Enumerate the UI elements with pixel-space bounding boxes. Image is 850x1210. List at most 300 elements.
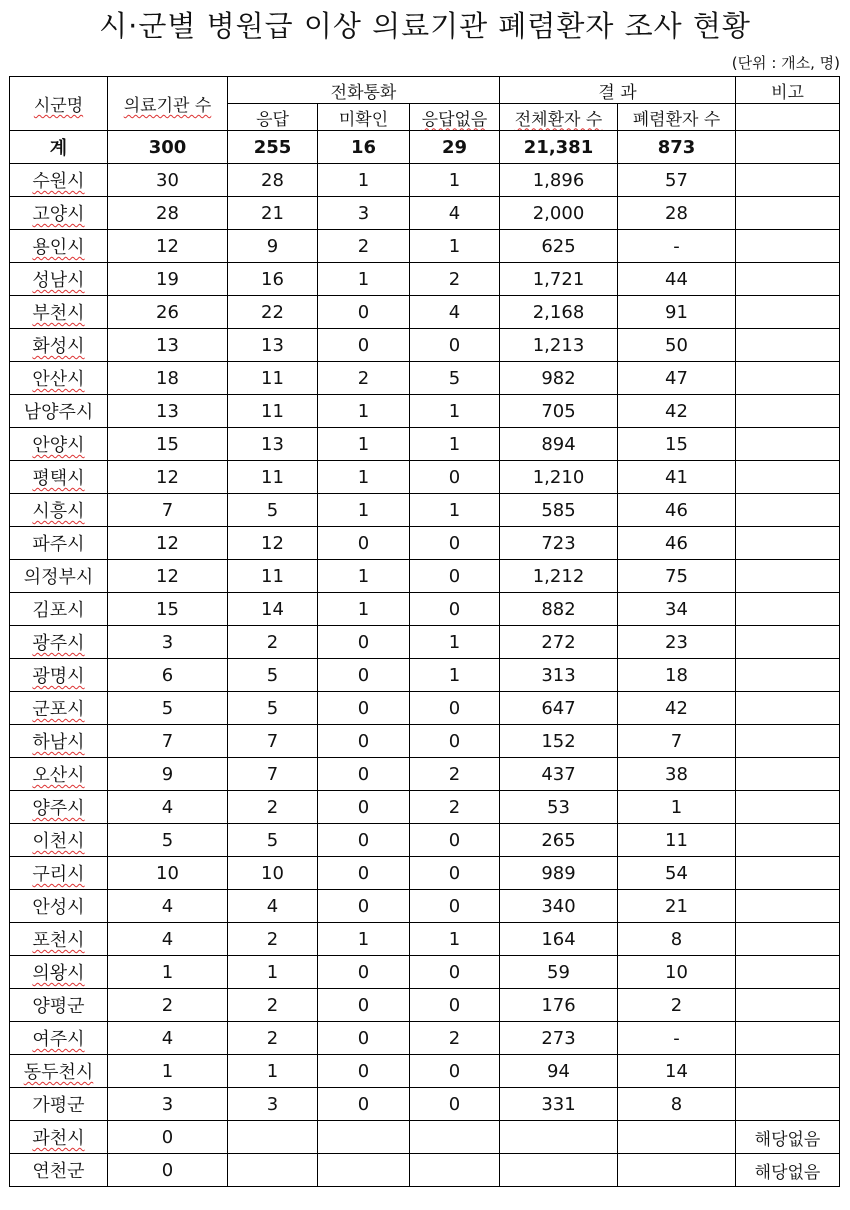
header-result-group: 결 과 <box>500 77 736 104</box>
note <box>736 791 840 824</box>
institution-count: 12 <box>108 461 228 494</box>
unconfirmed-count: 0 <box>318 1055 410 1088</box>
unconfirmed-count: 1 <box>318 428 410 461</box>
pneumonia-patients: 34 <box>618 593 736 626</box>
page-title: 시·군별 병원급 이상 의료기관 폐렴환자 조사 현황 <box>99 9 751 43</box>
note: 해당없음 <box>736 1121 840 1154</box>
pneumonia-patients: 42 <box>618 692 736 725</box>
institution-count: 6 <box>108 659 228 692</box>
total-patients: 176 <box>500 989 618 1022</box>
table-row <box>10 1121 840 1154</box>
city-name: 부천시 <box>10 296 108 329</box>
note <box>736 1022 840 1055</box>
response-count: 1 <box>228 956 318 989</box>
total-patients: 340 <box>500 890 618 923</box>
no-response-count: 0 <box>410 824 500 857</box>
response-count: 2 <box>228 626 318 659</box>
pneumonia-patients <box>618 1154 736 1187</box>
table-row <box>10 329 840 362</box>
unconfirmed-count: 3 <box>318 197 410 230</box>
total-patients: 1,210 <box>500 461 618 494</box>
no-response-count: 1 <box>410 164 500 197</box>
unconfirmed-count: 0 <box>318 692 410 725</box>
header-institutions: 의료기관 수 <box>108 77 228 131</box>
table-row <box>10 428 840 461</box>
no-response-count: 1 <box>410 395 500 428</box>
city-name: 용인시 <box>10 230 108 263</box>
no-response-count: 2 <box>410 758 500 791</box>
total-patients: 894 <box>500 428 618 461</box>
pneumonia-patients: 42 <box>618 395 736 428</box>
no-response-count: 0 <box>410 725 500 758</box>
note <box>736 956 840 989</box>
no-response-count: 0 <box>410 527 500 560</box>
table-row <box>10 362 840 395</box>
note <box>736 824 840 857</box>
header-phone-group: 전화통화 <box>228 77 500 104</box>
response-count: 2 <box>228 791 318 824</box>
pneumonia-patients: 54 <box>618 857 736 890</box>
unconfirmed-count: 0 <box>318 1088 410 1121</box>
unconfirmed-count: 0 <box>318 758 410 791</box>
institution-count: 28 <box>108 197 228 230</box>
note <box>736 593 840 626</box>
table-row <box>10 725 840 758</box>
total-patients: 152 <box>500 725 618 758</box>
no-response-count: 0 <box>410 560 500 593</box>
total-patients <box>500 1121 618 1154</box>
header-total-patients: 전체환자 수 <box>500 104 618 131</box>
unconfirmed-count: 0 <box>318 725 410 758</box>
no-response-count: 1 <box>410 494 500 527</box>
table-row <box>10 560 840 593</box>
no-response-count: 0 <box>410 956 500 989</box>
pneumonia-patients: 91 <box>618 296 736 329</box>
institution-count: 2 <box>108 989 228 1022</box>
total-patients: 882 <box>500 593 618 626</box>
header-no-response: 응답없음 <box>410 104 500 131</box>
unconfirmed-count <box>318 1121 410 1154</box>
total-response: 255 <box>228 131 318 164</box>
pneumonia-patients: 21 <box>618 890 736 923</box>
unconfirmed-count: 0 <box>318 857 410 890</box>
header-response: 응답 <box>228 104 318 131</box>
table-row <box>10 692 840 725</box>
total-patients: 437 <box>500 758 618 791</box>
no-response-count: 0 <box>410 989 500 1022</box>
no-response-count: 1 <box>410 923 500 956</box>
pneumonia-patients: 8 <box>618 1088 736 1121</box>
unconfirmed-count: 1 <box>318 395 410 428</box>
institution-count: 4 <box>108 923 228 956</box>
city-name: 의왕시 <box>10 956 108 989</box>
pneumonia-patients: 11 <box>618 824 736 857</box>
table-row <box>10 659 840 692</box>
pneumonia-patients: 47 <box>618 362 736 395</box>
total-patients: 1,721 <box>500 263 618 296</box>
city-name: 구리시 <box>10 857 108 890</box>
pneumonia-patients: 15 <box>618 428 736 461</box>
total-patients: 53 <box>500 791 618 824</box>
response-count: 28 <box>228 164 318 197</box>
total-patients: 647 <box>500 692 618 725</box>
response-count: 11 <box>228 362 318 395</box>
institution-count: 7 <box>108 725 228 758</box>
unconfirmed-count: 1 <box>318 560 410 593</box>
city-name: 과천시 <box>10 1121 108 1154</box>
table-row <box>10 1088 840 1121</box>
institution-count: 4 <box>108 791 228 824</box>
no-response-count: 0 <box>410 1088 500 1121</box>
city-name: 동두천시 <box>10 1055 108 1088</box>
pneumonia-patients: 44 <box>618 263 736 296</box>
no-response-count: 0 <box>410 692 500 725</box>
response-count: 11 <box>228 395 318 428</box>
institution-count: 15 <box>108 428 228 461</box>
note <box>736 659 840 692</box>
city-name: 안양시 <box>10 428 108 461</box>
header-pneumonia-patients: 폐렴환자 수 <box>618 104 736 131</box>
header-note-blank <box>736 104 840 131</box>
no-response-count: 2 <box>410 791 500 824</box>
note <box>736 560 840 593</box>
city-name: 광주시 <box>10 626 108 659</box>
note <box>736 527 840 560</box>
city-name: 파주시 <box>10 527 108 560</box>
city-name: 시흥시 <box>10 494 108 527</box>
unconfirmed-count: 1 <box>318 461 410 494</box>
total-name: 계 <box>10 131 108 164</box>
total-no-response: 29 <box>410 131 500 164</box>
table-row <box>10 527 840 560</box>
institution-count: 19 <box>108 263 228 296</box>
unconfirmed-count: 0 <box>318 989 410 1022</box>
city-name: 오산시 <box>10 758 108 791</box>
institution-count: 13 <box>108 329 228 362</box>
city-name: 연천군 <box>10 1154 108 1187</box>
unconfirmed-count: 0 <box>318 890 410 923</box>
table-row <box>10 626 840 659</box>
unconfirmed-count: 0 <box>318 659 410 692</box>
pneumonia-patients: 23 <box>618 626 736 659</box>
response-count: 16 <box>228 263 318 296</box>
total-patients: 273 <box>500 1022 618 1055</box>
no-response-count <box>410 1121 500 1154</box>
unconfirmed-count: 0 <box>318 527 410 560</box>
response-count: 5 <box>228 692 318 725</box>
note <box>736 164 840 197</box>
city-name: 가평군 <box>10 1088 108 1121</box>
table-row <box>10 824 840 857</box>
city-name: 남양주시 <box>10 395 108 428</box>
note <box>736 296 840 329</box>
response-count <box>228 1154 318 1187</box>
no-response-count: 0 <box>410 461 500 494</box>
response-count: 21 <box>228 197 318 230</box>
table-row <box>10 230 840 263</box>
institution-count: 3 <box>108 1088 228 1121</box>
total-patients: 59 <box>500 956 618 989</box>
no-response-count: 0 <box>410 1055 500 1088</box>
no-response-count: 0 <box>410 329 500 362</box>
institution-count: 0 <box>108 1154 228 1187</box>
pneumonia-patients: 10 <box>618 956 736 989</box>
unconfirmed-count: 1 <box>318 263 410 296</box>
unconfirmed-count: 0 <box>318 1022 410 1055</box>
city-name: 안성시 <box>10 890 108 923</box>
city-name: 수원시 <box>10 164 108 197</box>
no-response-count: 1 <box>410 626 500 659</box>
note <box>736 626 840 659</box>
response-count: 2 <box>228 989 318 1022</box>
total-patients: 94 <box>500 1055 618 1088</box>
response-count: 12 <box>228 527 318 560</box>
city-name: 포천시 <box>10 923 108 956</box>
city-name: 안산시 <box>10 362 108 395</box>
pneumonia-patients: 57 <box>618 164 736 197</box>
response-count: 5 <box>228 659 318 692</box>
total-patients: 2,168 <box>500 296 618 329</box>
total-patients: 1,213 <box>500 329 618 362</box>
response-count: 13 <box>228 329 318 362</box>
table-row <box>10 461 840 494</box>
total-patients: 585 <box>500 494 618 527</box>
city-name: 고양시 <box>10 197 108 230</box>
note <box>736 923 840 956</box>
institution-count: 18 <box>108 362 228 395</box>
survey-table <box>9 76 840 1187</box>
institution-count: 13 <box>108 395 228 428</box>
unconfirmed-count <box>318 1154 410 1187</box>
response-count: 13 <box>228 428 318 461</box>
unit-label: (단위 : 개소, 명) <box>731 54 840 72</box>
response-count: 7 <box>228 725 318 758</box>
city-name: 여주시 <box>10 1022 108 1055</box>
note <box>736 263 840 296</box>
institution-count: 12 <box>108 230 228 263</box>
pneumonia-patients: 38 <box>618 758 736 791</box>
table-row <box>10 296 840 329</box>
response-count: 2 <box>228 1022 318 1055</box>
table-row <box>10 956 840 989</box>
no-response-count: 0 <box>410 593 500 626</box>
pneumonia-patients: 75 <box>618 560 736 593</box>
total-institutions: 300 <box>108 131 228 164</box>
table-row <box>10 164 840 197</box>
no-response-count: 1 <box>410 659 500 692</box>
institution-count: 5 <box>108 824 228 857</box>
note <box>736 725 840 758</box>
unconfirmed-count: 2 <box>318 230 410 263</box>
institution-count: 4 <box>108 1022 228 1055</box>
unconfirmed-count: 0 <box>318 329 410 362</box>
institution-count: 9 <box>108 758 228 791</box>
header-unconfirmed: 미확인 <box>318 104 410 131</box>
city-name: 김포시 <box>10 593 108 626</box>
no-response-count: 1 <box>410 428 500 461</box>
table-row <box>10 263 840 296</box>
total-patients: 2,000 <box>500 197 618 230</box>
pneumonia-patients: 46 <box>618 494 736 527</box>
unconfirmed-count: 0 <box>318 824 410 857</box>
table-row <box>10 1022 840 1055</box>
total-patients: 1,212 <box>500 560 618 593</box>
institution-count: 5 <box>108 692 228 725</box>
city-name: 이천시 <box>10 824 108 857</box>
institution-count: 4 <box>108 890 228 923</box>
response-count: 11 <box>228 461 318 494</box>
total-patients: 272 <box>500 626 618 659</box>
response-count: 11 <box>228 560 318 593</box>
institution-count: 15 <box>108 593 228 626</box>
institution-count: 12 <box>108 527 228 560</box>
institution-count: 7 <box>108 494 228 527</box>
note <box>736 692 840 725</box>
pneumonia-patients: 46 <box>618 527 736 560</box>
table-row <box>10 758 840 791</box>
table-row <box>10 791 840 824</box>
note <box>736 461 840 494</box>
table-row <box>10 857 840 890</box>
total-patients: 164 <box>500 923 618 956</box>
pneumonia-patients: 8 <box>618 923 736 956</box>
note <box>736 362 840 395</box>
note <box>736 428 840 461</box>
institution-count: 0 <box>108 1121 228 1154</box>
table-row <box>10 890 840 923</box>
table-row <box>10 197 840 230</box>
total-row <box>10 131 840 164</box>
table-row <box>10 395 840 428</box>
total-patients: 625 <box>500 230 618 263</box>
note <box>736 857 840 890</box>
header-note: 비고 <box>736 77 840 104</box>
total-patients: 265 <box>500 824 618 857</box>
unconfirmed-count: 0 <box>318 791 410 824</box>
pneumonia-patients: - <box>618 1022 736 1055</box>
unconfirmed-count: 2 <box>318 362 410 395</box>
response-count: 5 <box>228 494 318 527</box>
total-patients: 313 <box>500 659 618 692</box>
response-count: 14 <box>228 593 318 626</box>
pneumonia-patients: 14 <box>618 1055 736 1088</box>
city-name: 의정부시 <box>10 560 108 593</box>
city-name: 양평군 <box>10 989 108 1022</box>
total-patients: 982 <box>500 362 618 395</box>
header-row-1 <box>10 77 840 104</box>
total-patients: 1,896 <box>500 164 618 197</box>
institution-count: 26 <box>108 296 228 329</box>
city-name: 광명시 <box>10 659 108 692</box>
city-name: 양주시 <box>10 791 108 824</box>
no-response-count <box>410 1154 500 1187</box>
total-patients: 21,381 <box>500 131 618 164</box>
table-row <box>10 1154 840 1187</box>
note <box>736 890 840 923</box>
institution-count: 30 <box>108 164 228 197</box>
unconfirmed-count: 1 <box>318 494 410 527</box>
pneumonia-patients: 7 <box>618 725 736 758</box>
institution-count: 10 <box>108 857 228 890</box>
response-count: 5 <box>228 824 318 857</box>
total-patients: 705 <box>500 395 618 428</box>
total-patients <box>500 1154 618 1187</box>
city-name: 화성시 <box>10 329 108 362</box>
response-count: 22 <box>228 296 318 329</box>
unconfirmed-count: 1 <box>318 164 410 197</box>
city-name: 하남시 <box>10 725 108 758</box>
response-count: 2 <box>228 923 318 956</box>
response-count: 9 <box>228 230 318 263</box>
pneumonia-patients: 1 <box>618 791 736 824</box>
note <box>736 395 840 428</box>
total-note <box>736 131 840 164</box>
pneumonia-patients: 41 <box>618 461 736 494</box>
unconfirmed-count: 0 <box>318 956 410 989</box>
unconfirmed-count: 0 <box>318 626 410 659</box>
response-count: 1 <box>228 1055 318 1088</box>
table-row <box>10 593 840 626</box>
pneumonia-patients: 2 <box>618 989 736 1022</box>
institution-count: 12 <box>108 560 228 593</box>
no-response-count: 4 <box>410 296 500 329</box>
table-row <box>10 923 840 956</box>
unconfirmed-count: 1 <box>318 923 410 956</box>
unconfirmed-count: 1 <box>318 593 410 626</box>
institution-count: 1 <box>108 956 228 989</box>
unconfirmed-count: 0 <box>318 296 410 329</box>
institution-count: 3 <box>108 626 228 659</box>
total-patients: 331 <box>500 1088 618 1121</box>
response-count: 4 <box>228 890 318 923</box>
city-name: 군포시 <box>10 692 108 725</box>
table-row <box>10 1055 840 1088</box>
table-row <box>10 989 840 1022</box>
total-patients: 723 <box>500 527 618 560</box>
pneumonia-patients: 18 <box>618 659 736 692</box>
table-row <box>10 494 840 527</box>
note <box>736 1088 840 1121</box>
city-name: 성남시 <box>10 263 108 296</box>
no-response-count: 2 <box>410 1022 500 1055</box>
no-response-count: 0 <box>410 890 500 923</box>
pneumonia-patients <box>618 1121 736 1154</box>
note: 해당없음 <box>736 1154 840 1187</box>
note <box>736 1055 840 1088</box>
response-count: 7 <box>228 758 318 791</box>
pneumonia-patients: 28 <box>618 197 736 230</box>
note <box>736 494 840 527</box>
note <box>736 197 840 230</box>
city-name: 평택시 <box>10 461 108 494</box>
header-city: 시군명 <box>10 77 108 131</box>
no-response-count: 4 <box>410 197 500 230</box>
response-count: 3 <box>228 1088 318 1121</box>
note <box>736 230 840 263</box>
no-response-count: 0 <box>410 857 500 890</box>
no-response-count: 1 <box>410 230 500 263</box>
pneumonia-patients: 50 <box>618 329 736 362</box>
response-count <box>228 1121 318 1154</box>
note <box>736 329 840 362</box>
total-patients: 989 <box>500 857 618 890</box>
response-count: 10 <box>228 857 318 890</box>
note <box>736 758 840 791</box>
no-response-count: 5 <box>410 362 500 395</box>
pneumonia-patients: - <box>618 230 736 263</box>
note <box>736 989 840 1022</box>
total-pneumonia: 873 <box>618 131 736 164</box>
